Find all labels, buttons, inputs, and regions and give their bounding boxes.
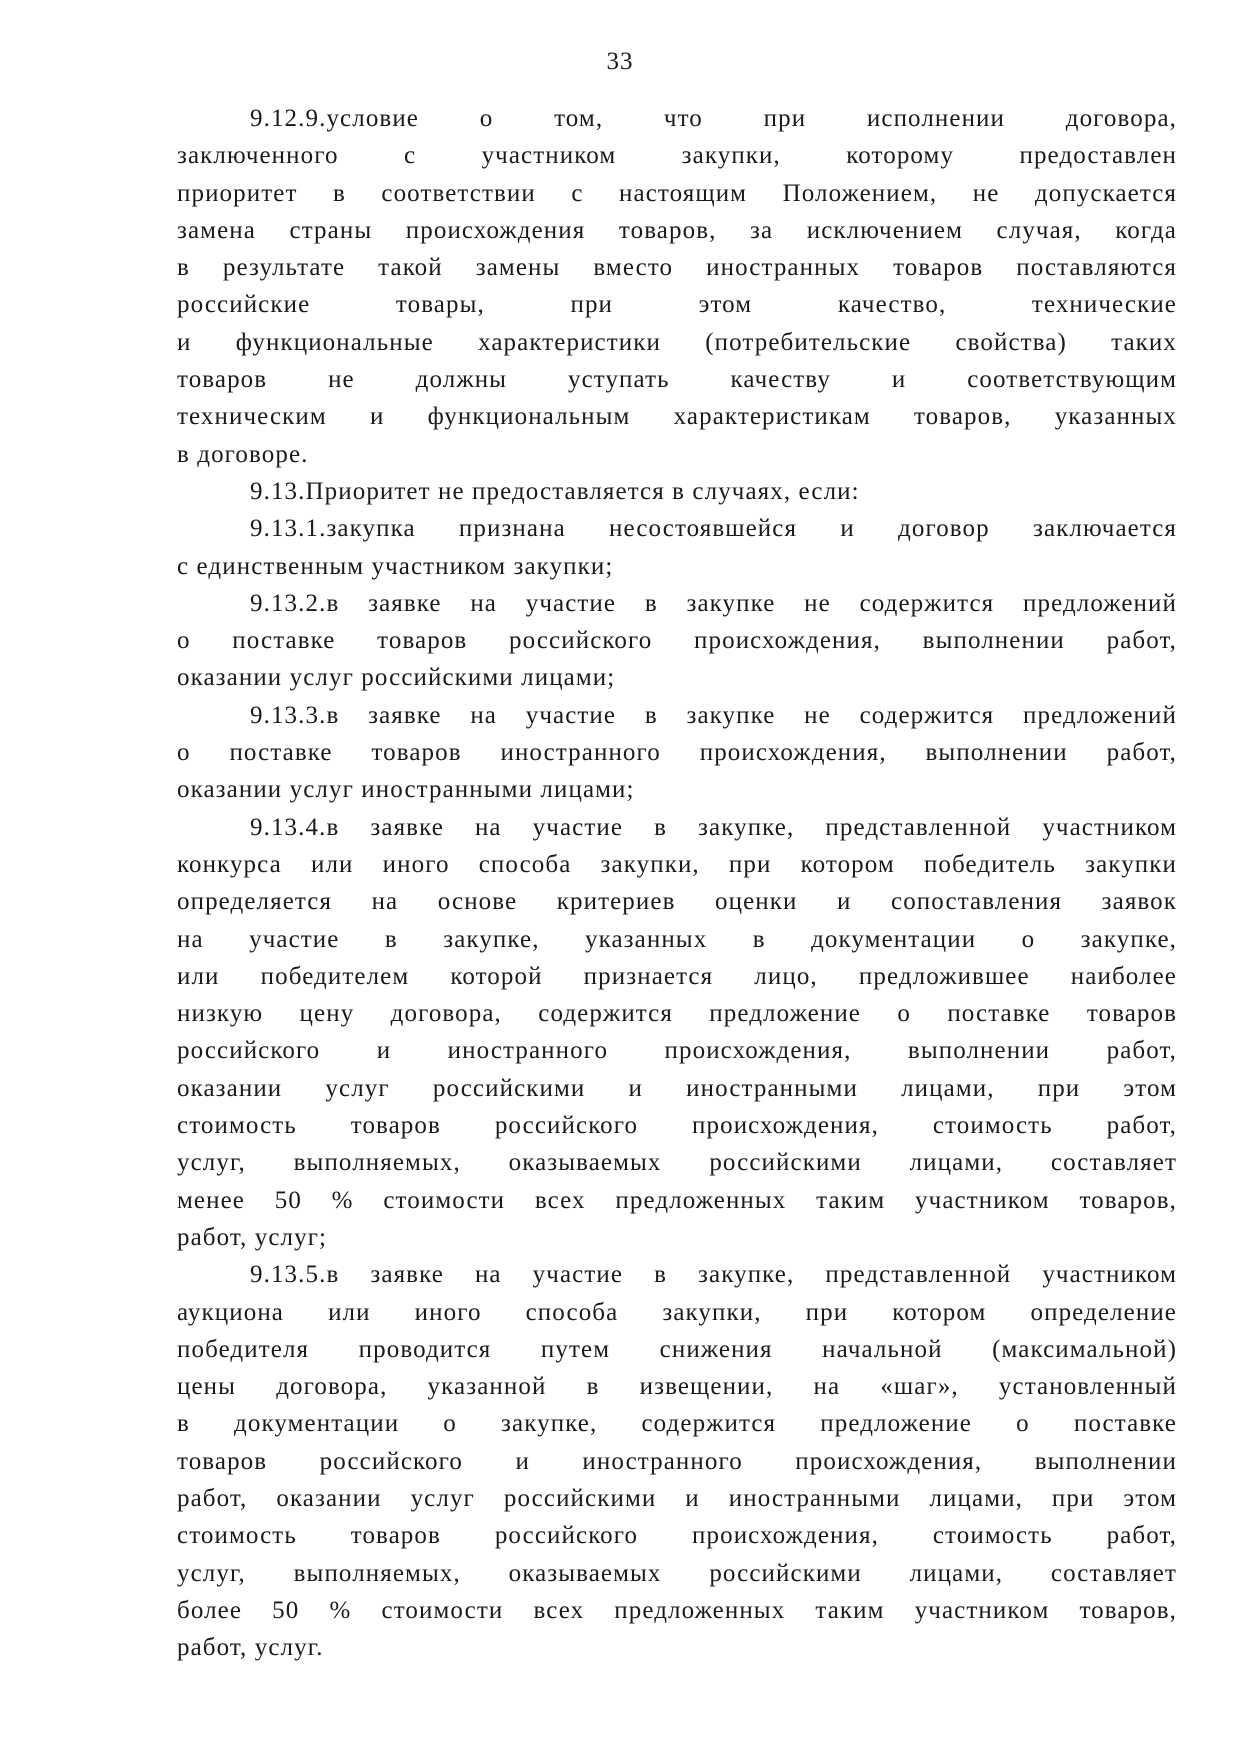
text-line: цены договора, указанной в извещении, на «шаг», установленный <box>177 1373 1177 1401</box>
text-line: услуг, выполняемых, оказываемых российскими лицами, составляет <box>177 1149 1177 1177</box>
text-line: работ, услуг. <box>177 1634 324 1662</box>
text-line: российские товары, при этом качество, технические <box>177 291 1177 319</box>
text-line: менее 50 % стоимости всех предложенных таким участником товаров, <box>177 1186 1177 1214</box>
text-line: конкурса или иного способа закупки, при котором победитель закупки <box>177 850 1177 878</box>
text-line: заключенного с участником закупки, которому предоставлен <box>177 142 1177 170</box>
text-line: 9.13.1.закупка признана несостоявшейся и договор заключается <box>250 515 1177 543</box>
text-line: оказании услуг российскими лицами; <box>177 664 616 692</box>
text-line: на участие в закупке, указанных в документации о закупке, <box>177 925 1177 953</box>
paragraph-9-13-5 <box>177 1256 1177 1666</box>
paragraph-9-13-3 <box>177 697 1177 809</box>
text-line: и функциональные характеристики (потребительские свойства) таких <box>177 328 1177 356</box>
text-line: работ, услуг; <box>177 1223 328 1251</box>
text-line: о поставке товаров российского происхождения, выполнении работ, <box>177 627 1177 655</box>
text-line: оказании услуг российскими и иностранными лицами, при этом <box>177 1074 1177 1102</box>
text-line: товаров российского и иностранного происхождения, выполнении <box>177 1447 1177 1475</box>
text-line: 9.12.9.условие о том, что при исполнении договора, <box>250 105 1177 132</box>
text-line: 9.13.2.в заявке на участие в закупке не содержится предложений <box>250 589 1177 617</box>
text-line: в результате такой замены вместо иностранных товаров поставляются <box>177 254 1177 282</box>
text-line: более 50 % стоимости всех предложенных таким участником товаров, <box>177 1596 1177 1624</box>
text-line: оказании услуг иностранными лицами; <box>177 776 635 804</box>
page-number: 33 <box>606 48 634 75</box>
paragraph-9-13-2 <box>177 585 1177 697</box>
paragraph-9-13-4 <box>177 809 1177 1257</box>
text-line: 9.13.4.в заявке на участие в закупке, представленной участником <box>250 813 1177 841</box>
text-line: стоимость товаров российского происхождения, стоимость работ, <box>177 1112 1177 1140</box>
text-line: 9.13.Приоритет не предоставляется в случаях, если: <box>250 477 860 505</box>
paragraph-9-12-9 <box>177 100 1177 473</box>
document-body <box>177 100 1177 1666</box>
text-line: стоимость товаров российского происхождения, стоимость работ, <box>177 1522 1177 1550</box>
text-line: приоритет в соответствии с настоящим Положением, не допускается <box>177 179 1177 207</box>
text-line: с единственным участником закупки; <box>177 552 614 580</box>
text-line: или победителем которой признается лицо, предложившее наиболее <box>177 962 1177 990</box>
text-line: в договоре. <box>177 440 309 468</box>
text-line: аукциона или иного способа закупки, при котором определение <box>177 1298 1177 1326</box>
text-line: услуг, выполняемых, оказываемых российскими лицами, составляет <box>177 1559 1177 1587</box>
text-line: замена страны происхождения товаров, за исключением случая, когда <box>177 216 1177 244</box>
text-line: 9.13.5.в заявке на участие в закупке, представленной участником <box>250 1261 1177 1289</box>
text-line: определяется на основе критериев оценки и сопоставления заявок <box>177 888 1177 916</box>
text-line: победителя проводится путем снижения начальной (максимальной) <box>177 1335 1177 1363</box>
text-line: о поставке товаров иностранного происхождения, выполнении работ, <box>177 739 1177 767</box>
text-line: товаров не должны уступать качеству и соответствующим <box>177 366 1177 394</box>
paragraph-9-13 <box>177 473 1177 510</box>
text-line: низкую цену договора, содержится предложение о поставке товаров <box>177 1000 1177 1028</box>
text-line: техническим и функциональным характеристикам товаров, указанных <box>177 403 1177 431</box>
text-line: работ, оказании услуг российскими и иностранными лицами, при этом <box>177 1484 1177 1512</box>
text-line: в документации о закупке, содержится предложение о поставке <box>177 1410 1177 1438</box>
text-line: российского и иностранного происхождения, выполнении работ, <box>177 1037 1177 1065</box>
paragraph-9-13-1 <box>177 510 1177 585</box>
text-line: 9.13.3.в заявке на участие в закупке не содержится предложений <box>250 701 1177 729</box>
